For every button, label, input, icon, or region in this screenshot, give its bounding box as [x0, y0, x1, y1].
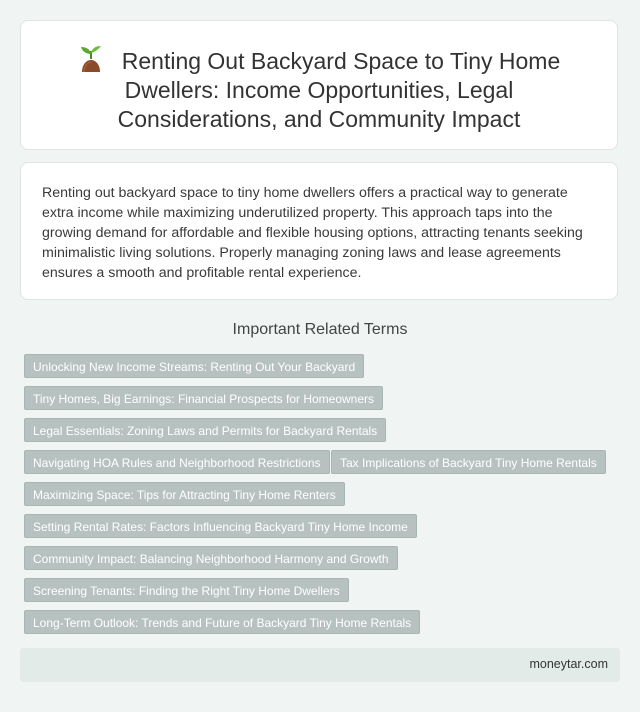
related-term-tag[interactable]: Unlocking New Income Streams: Renting Out Your Backyard — [24, 354, 364, 378]
sprout-icon — [78, 45, 104, 73]
page-title — [21, 45, 617, 134]
footer-site[interactable]: moneytar.com — [529, 657, 608, 671]
title-card — [20, 20, 618, 150]
intro-paragraph: Renting out backyard space to tiny home dwellers offers a practical way to generate extra income while maximizing underutilized property. This approach taps into the growing demand for affordable and flexible housing options, attracting tenants seeking minimalistic living solutions. Properly managing zoning laws and lease agreements ensures a smooth and profitable rental experience. — [42, 185, 583, 281]
related-term-tag[interactable]: Legal Essentials: Zoning Laws and Permits for Backyard Rentals — [24, 418, 386, 442]
related-term-tag[interactable]: Tax Implications of Backyard Tiny Home Rentals — [331, 450, 606, 474]
title-line-3: Considerations, and Community Impact — [117, 106, 521, 132]
related-term-tag[interactable]: Long-Term Outlook: Trends and Future of Backyard Tiny Home Rentals — [24, 610, 420, 634]
title-text-1: Renting Out Backyard Space to Tiny Home — [121, 48, 561, 74]
related-terms-heading: Important Related Terms — [232, 321, 408, 338]
related-term-tag[interactable]: Screening Tenants: Finding the Right Tiny Home Dwellers — [24, 578, 349, 602]
related-term-tag[interactable]: Community Impact: Balancing Neighborhood Harmony and Growth — [24, 546, 398, 570]
related-term-tag[interactable]: Setting Rental Rates: Factors Influencing Backyard Tiny Home Income — [24, 514, 417, 538]
title-line-1 — [61, 45, 577, 76]
title-line-2: Dwellers: Income Opportunities, Legal — [124, 77, 514, 103]
related-term-tag[interactable]: Navigating HOA Rules and Neighborhood Restrictions — [24, 450, 330, 474]
intro-card — [20, 162, 618, 300]
footer — [20, 648, 620, 682]
related-term-tag[interactable]: Maximizing Space: Tips for Attracting Tiny Home Renters — [24, 482, 345, 506]
related-term-tag[interactable]: Tiny Homes, Big Earnings: Financial Prospects for Homeowners — [24, 386, 383, 410]
